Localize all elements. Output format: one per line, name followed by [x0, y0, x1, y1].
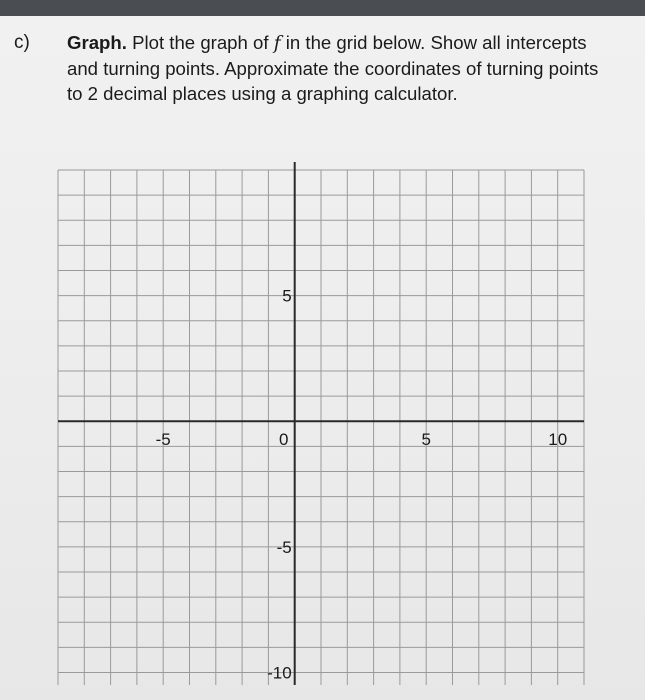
- question-text-before-f: Plot the graph of: [132, 32, 269, 53]
- x-tick-label: 0: [278, 430, 289, 450]
- y-tick-label: -5: [276, 537, 292, 557]
- x-tick-label: -5: [155, 430, 171, 450]
- question-text-line1-rest: in the grid below. Show all intercepts: [285, 32, 587, 53]
- y-tick-label: -10: [267, 663, 292, 683]
- question-title: Graph.: [67, 32, 127, 53]
- function-symbol: f: [273, 33, 281, 54]
- x-tick-label: 10: [548, 430, 568, 450]
- question-line-2: and turning points. Approximate the coordinates of turning points: [67, 58, 599, 79]
- y-tick-label: 5: [282, 286, 292, 306]
- x-tick-label: 5: [421, 430, 431, 450]
- part-label: c): [14, 32, 30, 53]
- question-line-3: to 2 decimal places using a graphing calculator.: [67, 83, 458, 104]
